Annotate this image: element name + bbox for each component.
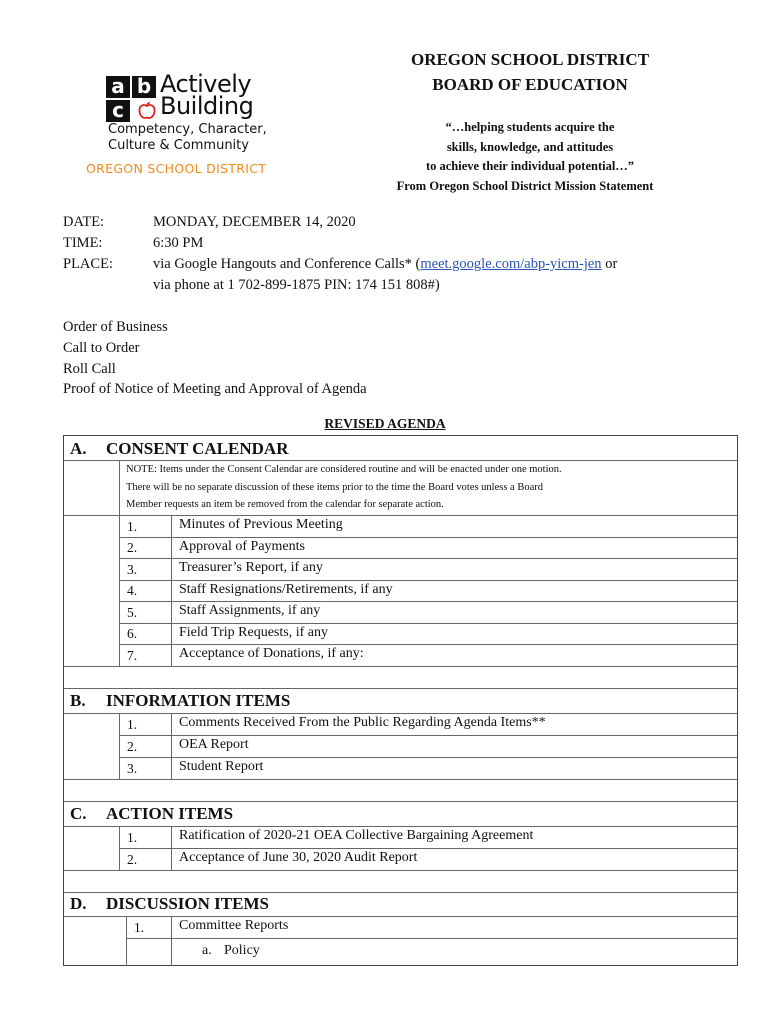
note-line: There will be no separate discussion of these items prior to the time the Board votes unless a Board: [126, 481, 543, 493]
item-number: 4.: [127, 583, 138, 598]
agenda-item: Student Report: [179, 759, 264, 774]
place-phone: via phone at 1 702-899-1875 PIN: 174 151 808#): [153, 277, 440, 293]
item-number: 5.: [127, 605, 138, 620]
date-value: MONDAY, DECEMBER 14, 2020: [153, 214, 356, 230]
mission-source: From Oregon School District Mission Statement: [396, 179, 654, 193]
logo-tagline-2: Culture & Community: [108, 138, 249, 153]
agenda-item: Comments Received From the Public Regarding Agenda Items**: [179, 715, 546, 730]
order-of-business: [63, 317, 367, 400]
item-number: 2.: [127, 852, 138, 867]
item-number: 2.: [127, 540, 138, 555]
mission-quote-2: skills, knowledge, and attitudes: [446, 140, 614, 154]
revised-agenda-heading: REVISED AGENDA: [324, 416, 446, 431]
item-number: 3.: [127, 761, 138, 776]
logo-word-building: Building: [160, 92, 254, 120]
agenda-subitem-number: a.: [202, 943, 212, 958]
note-line: Member requests an item be removed from the calendar for separate action.: [126, 499, 444, 510]
logo-district-name: OREGON SCHOOL DISTRICT: [86, 161, 267, 176]
section-letter: B.: [70, 691, 86, 710]
logo-tagline-1: Competency, Character,: [108, 122, 267, 137]
order-item: Roll Call: [63, 360, 116, 377]
agenda-item: Treasurer’s Report, if any: [179, 560, 323, 575]
item-number: 3.: [127, 562, 138, 577]
item-number: 7.: [127, 648, 138, 663]
section-letter: D.: [70, 894, 87, 913]
district-logo: [86, 70, 296, 185]
note-line: NOTE: Items under the Consent Calendar are considered routine and will be enacted under one motion.: [126, 464, 562, 475]
agenda-item: Minutes of Previous Meeting: [179, 517, 343, 532]
time-value: 6:30 PM: [153, 235, 204, 251]
agenda-subitem: Policy: [224, 943, 260, 958]
order-item: Order of Business: [63, 319, 168, 335]
agenda-item: Staff Assignments, if any: [179, 603, 321, 618]
consent-note: [126, 461, 726, 514]
header-title-2: BOARD OF EDUCATION: [432, 75, 628, 94]
logo-tile-c: c: [106, 100, 130, 122]
section-title: CONSENT CALENDAR: [106, 439, 289, 458]
section-letter: A.: [70, 439, 87, 458]
meeting-link[interactable]: meet.google.com/abp-yicm-jen: [420, 256, 602, 272]
agenda-item: Field Trip Requests, if any: [179, 625, 328, 640]
order-item: Call to Order: [63, 339, 140, 356]
item-number: 1.: [134, 920, 145, 935]
agenda-item: Ratification of 2020-21 OEA Collective Bargaining Agreement: [179, 828, 534, 843]
place-suffix: or: [601, 256, 618, 272]
agenda-item: OEA Report: [179, 737, 249, 752]
date-label: DATE:: [63, 214, 105, 230]
item-number: 6.: [127, 626, 138, 641]
item-number: 1.: [127, 519, 138, 534]
apple-icon: [138, 102, 156, 120]
section-title: DISCUSSION ITEMS: [106, 894, 269, 913]
agenda-item: Staff Resignations/Retirements, if any: [179, 582, 393, 597]
item-number: 1.: [127, 830, 138, 845]
mission-quote-1: “…helping students acquire the: [445, 120, 615, 134]
order-item: Proof of Notice of Meeting and Approval of Agenda: [63, 381, 367, 398]
logo-tile-b: b: [132, 76, 156, 98]
logo-word-actively: Actively: [160, 70, 252, 98]
agenda-item: Committee Reports: [179, 918, 289, 933]
agenda-item: Acceptance of June 30, 2020 Audit Report: [179, 850, 418, 865]
agenda-item: Acceptance of Donations, if any:: [179, 646, 364, 661]
section-letter: C.: [70, 804, 87, 823]
mission-quote-3: to achieve their individual potential…”: [425, 159, 635, 173]
time-label: TIME:: [63, 235, 103, 251]
place-value: [153, 254, 617, 275]
agenda-item: Approval of Payments: [179, 539, 305, 554]
place-label: PLACE:: [63, 256, 113, 272]
place-prefix: via Google Hangouts and Conference Calls* (: [153, 256, 421, 272]
section-title: ACTION ITEMS: [106, 804, 234, 823]
item-number: 1.: [127, 717, 138, 732]
logo-tile-a: a: [106, 76, 130, 98]
agenda-table: [63, 435, 738, 966]
header-title-1: OREGON SCHOOL DISTRICT: [410, 50, 650, 69]
section-title: INFORMATION ITEMS: [106, 691, 291, 710]
item-number: 2.: [127, 739, 138, 754]
